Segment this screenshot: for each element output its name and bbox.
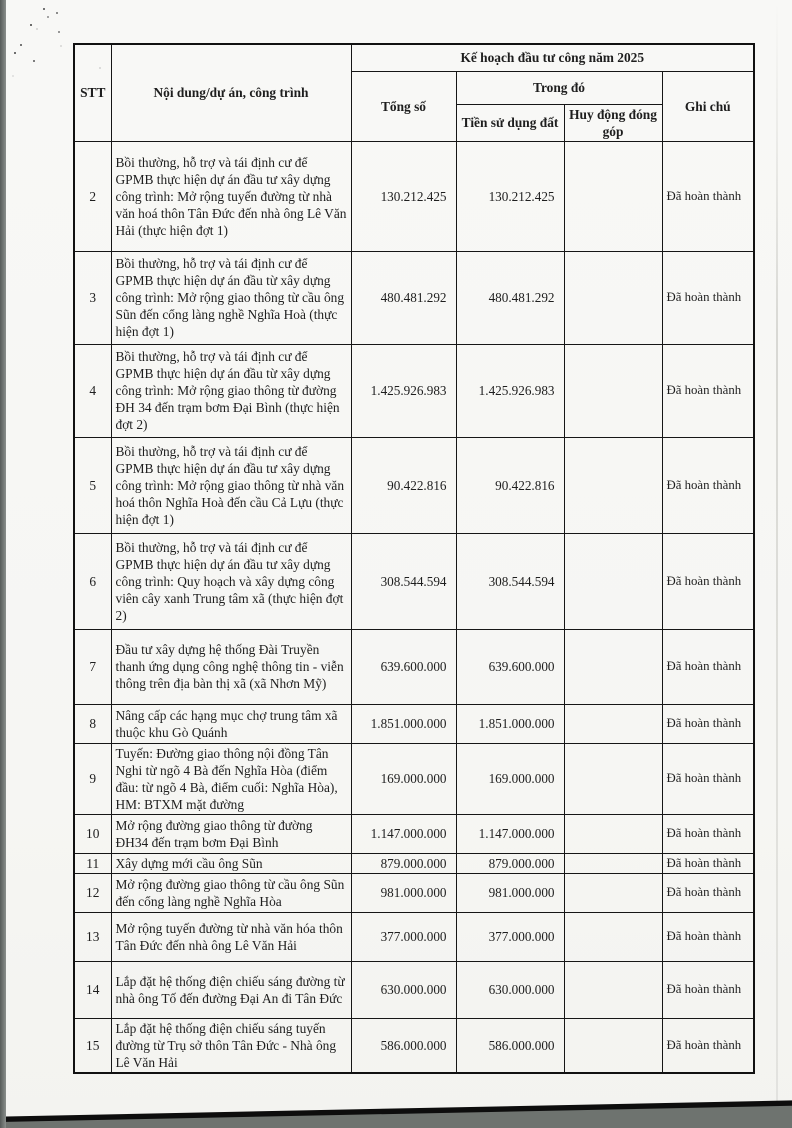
cell-stt: 11 bbox=[74, 853, 111, 873]
cell-total: 639.600.000 bbox=[351, 629, 456, 704]
cell-total: 130.212.425 bbox=[351, 141, 456, 251]
cell-total: 308.544.594 bbox=[351, 533, 456, 629]
cell-stt: 14 bbox=[74, 961, 111, 1018]
cell-content: Xây dựng mới cầu ông Sũn bbox=[111, 853, 351, 873]
cell-content: Bồi thường, hỗ trợ và tái định cư để GPMB thực hiện dự án đầu tư xây dựng công trình: Mở rộng giao thông từ nhà văn hoá thôn Nghĩa Hoà đến cầu Cả Lựu (thực hiện đợt 1) bbox=[111, 437, 351, 533]
cell-stt: 3 bbox=[74, 251, 111, 344]
header-notes: Ghi chú bbox=[662, 71, 754, 141]
cell-stt: 9 bbox=[74, 743, 111, 814]
table-row bbox=[74, 853, 754, 873]
cell-notes: Đã hoàn thành bbox=[662, 704, 754, 743]
cell-mobilized bbox=[564, 437, 662, 533]
cell-land-use: 90.422.816 bbox=[456, 437, 564, 533]
header-in-which: Trong đó bbox=[456, 71, 662, 104]
cell-content: Tuyến: Đường giao thông nội đồng Tân Nghi từ ngõ 4 Bà đến Nghĩa Hòa (điểm đầu: từ ngõ 4 Bà, điểm cuối: Nghĩa Hòa), HM: BTXM mặt đường bbox=[111, 743, 351, 814]
cell-notes: Đã hoàn thành bbox=[662, 853, 754, 873]
cell-stt: 6 bbox=[74, 533, 111, 629]
investment-plan-table bbox=[73, 43, 755, 1074]
table-header bbox=[74, 44, 754, 141]
cell-notes: Đã hoàn thành bbox=[662, 961, 754, 1018]
cell-content: Lắp đặt hệ thống điện chiếu sáng tuyến đường từ Trụ sở thôn Tân Đức - Nhà ông Lê Văn Hải bbox=[111, 1018, 351, 1073]
scanner-bed-edge bbox=[0, 1098, 792, 1128]
header-mobilized: Huy động đóng góp bbox=[564, 104, 662, 141]
cell-notes: Đã hoàn thành bbox=[662, 873, 754, 912]
cell-stt: 2 bbox=[74, 141, 111, 251]
cell-content: Bồi thường, hỗ trợ và tái định cư để GPMB thực hiện dự án đầu từ xây dựng công trình: Mở rộng giao thông từ cầu ông Sũn đến cổng làng nghề Nghĩa Hoà (thực hiện đợt 1) bbox=[111, 251, 351, 344]
cell-content: Đầu tư xây dựng hệ thống Đài Truyền thanh ứng dụng công nghệ thông tin - viễn thông trên địa bàn thị xã (xã Nhơn Mỹ) bbox=[111, 629, 351, 704]
paper-crease bbox=[776, 0, 778, 1128]
cell-total: 981.000.000 bbox=[351, 873, 456, 912]
cell-total: 630.000.000 bbox=[351, 961, 456, 1018]
cell-notes: Đã hoàn thành bbox=[662, 1018, 754, 1073]
table-row bbox=[74, 743, 754, 814]
cell-land-use: 377.000.000 bbox=[456, 912, 564, 961]
header-land-use: Tiền sử dụng đất bbox=[456, 104, 564, 141]
header-stt: STT bbox=[74, 44, 111, 141]
table-row bbox=[74, 141, 754, 251]
cell-notes: Đã hoàn thành bbox=[662, 629, 754, 704]
cell-land-use: 308.544.594 bbox=[456, 533, 564, 629]
table-row bbox=[74, 961, 754, 1018]
cell-content: Bồi thường, hỗ trợ và tái định cư để GPMB thực hiện dự án đầu tư xây dựng công trình: Mở rộng tuyến đường từ nhà văn hoá thôn Tân Đức đến nhà ông Lê Văn Hải (thực hiện đợt 1) bbox=[111, 141, 351, 251]
table-row bbox=[74, 704, 754, 743]
cell-content: Nâng cấp các hạng mục chợ trung tâm xã thuộc khu Gò Quánh bbox=[111, 704, 351, 743]
cell-land-use: 586.000.000 bbox=[456, 1018, 564, 1073]
cell-total: 1.425.926.983 bbox=[351, 344, 456, 437]
table-row bbox=[74, 533, 754, 629]
cell-notes: Đã hoàn thành bbox=[662, 533, 754, 629]
cell-land-use: 879.000.000 bbox=[456, 853, 564, 873]
cell-total: 169.000.000 bbox=[351, 743, 456, 814]
cell-mobilized bbox=[564, 873, 662, 912]
cell-mobilized bbox=[564, 629, 662, 704]
cell-land-use: 630.000.000 bbox=[456, 961, 564, 1018]
table-row bbox=[74, 437, 754, 533]
cell-total: 1.147.000.000 bbox=[351, 814, 456, 853]
cell-content: Mở rộng đường giao thông từ đường ĐH34 đến trạm bơm Đại Bình bbox=[111, 814, 351, 853]
cell-notes: Đã hoàn thành bbox=[662, 251, 754, 344]
cell-land-use: 130.212.425 bbox=[456, 141, 564, 251]
cell-mobilized bbox=[564, 853, 662, 873]
cell-land-use: 169.000.000 bbox=[456, 743, 564, 814]
cell-mobilized bbox=[564, 1018, 662, 1073]
cell-mobilized bbox=[564, 344, 662, 437]
cell-land-use: 1.851.000.000 bbox=[456, 704, 564, 743]
cell-mobilized bbox=[564, 961, 662, 1018]
cell-content: Mở rộng đường giao thông từ cầu ông Sũn đến cổng làng nghề Nghĩa Hòa bbox=[111, 873, 351, 912]
cell-land-use: 1.425.926.983 bbox=[456, 344, 564, 437]
cell-stt: 10 bbox=[74, 814, 111, 853]
table-row bbox=[74, 344, 754, 437]
cell-total: 879.000.000 bbox=[351, 853, 456, 873]
cell-notes: Đã hoàn thành bbox=[662, 141, 754, 251]
cell-total: 1.851.000.000 bbox=[351, 704, 456, 743]
cell-notes: Đã hoàn thành bbox=[662, 912, 754, 961]
table-row bbox=[74, 251, 754, 344]
cell-content: Mở rộng tuyến đường từ nhà văn hóa thôn Tân Đức đến nhà ông Lê Văn Hải bbox=[111, 912, 351, 961]
cell-land-use: 639.600.000 bbox=[456, 629, 564, 704]
cell-total: 586.000.000 bbox=[351, 1018, 456, 1073]
cell-notes: Đã hoàn thành bbox=[662, 743, 754, 814]
cell-stt: 8 bbox=[74, 704, 111, 743]
cell-land-use: 480.481.292 bbox=[456, 251, 564, 344]
cell-content: Lắp đặt hệ thống điện chiếu sáng đường từ nhà ông Tố đến đường Đại An đi Tân Đức bbox=[111, 961, 351, 1018]
cell-notes: Đã hoàn thành bbox=[662, 344, 754, 437]
header-total: Tổng số bbox=[351, 71, 456, 141]
cell-total: 480.481.292 bbox=[351, 251, 456, 344]
table-row bbox=[74, 1018, 754, 1073]
table-row bbox=[74, 873, 754, 912]
cell-stt: 4 bbox=[74, 344, 111, 437]
cell-stt: 5 bbox=[74, 437, 111, 533]
header-content: Nội dung/dự án, công trình bbox=[111, 44, 351, 141]
cell-stt: 7 bbox=[74, 629, 111, 704]
cell-mobilized bbox=[564, 141, 662, 251]
table-body bbox=[74, 141, 754, 1073]
cell-land-use: 981.000.000 bbox=[456, 873, 564, 912]
cell-stt: 13 bbox=[74, 912, 111, 961]
scan-left-edge bbox=[0, 0, 6, 1128]
cell-content: Bồi thường, hỗ trợ và tái định cư để GPMB thực hiện dự án đầu từ xây dựng công trình: Mở rộng giao thông từ đường ĐH 34 đến trạm bơm Đại Bình (thực hiện đợt 2) bbox=[111, 344, 351, 437]
cell-mobilized bbox=[564, 533, 662, 629]
cell-total: 377.000.000 bbox=[351, 912, 456, 961]
cell-notes: Đã hoàn thành bbox=[662, 814, 754, 853]
cell-total: 90.422.816 bbox=[351, 437, 456, 533]
header-row-1 bbox=[74, 44, 754, 71]
table-row bbox=[74, 629, 754, 704]
cell-stt: 12 bbox=[74, 873, 111, 912]
table-row bbox=[74, 912, 754, 961]
cell-mobilized bbox=[564, 814, 662, 853]
table-row bbox=[74, 814, 754, 853]
cell-land-use: 1.147.000.000 bbox=[456, 814, 564, 853]
cell-mobilized bbox=[564, 704, 662, 743]
cell-content: Bồi thường, hỗ trợ và tái định cư để GPMB thực hiện dự án đầu tư xây dựng công trình: Quy hoạch và xây dựng công viên cây xanh Trung tâm xã (thực hiện đợt 2) bbox=[111, 533, 351, 629]
cell-mobilized bbox=[564, 251, 662, 344]
cell-mobilized bbox=[564, 743, 662, 814]
header-plan-2025: Kế hoạch đầu tư công năm 2025 bbox=[351, 44, 754, 71]
cell-mobilized bbox=[564, 912, 662, 961]
cell-notes: Đã hoàn thành bbox=[662, 437, 754, 533]
cell-stt: 15 bbox=[74, 1018, 111, 1073]
